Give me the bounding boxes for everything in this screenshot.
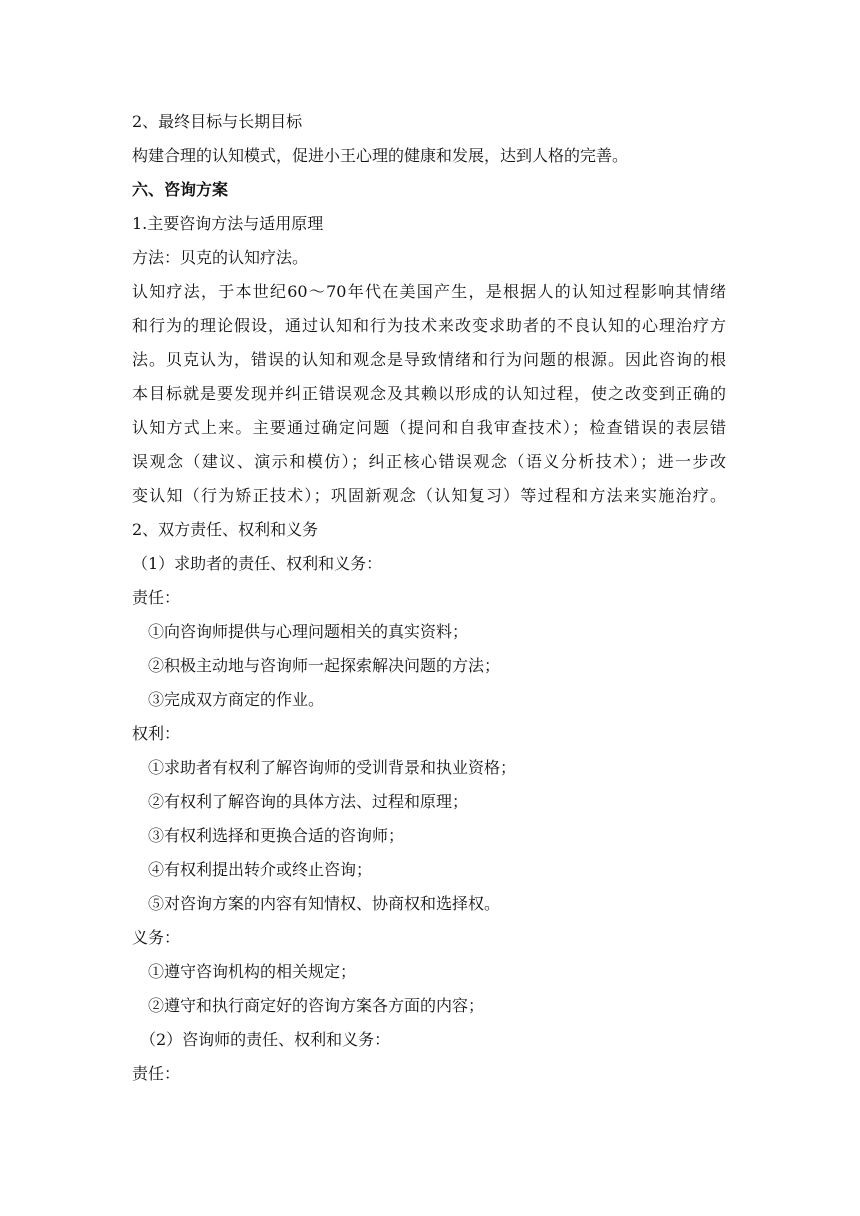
subheading-method: 1.主要咨询方法与适用原理 — [132, 214, 324, 233]
paragraph-line: 认知疗法，于本世纪60～70年代在美国产生，是根据人的认知过程影响其情绪 — [132, 282, 726, 301]
list-item: ③有权利选择和更换合适的咨询师； — [148, 826, 405, 845]
list-item: ①向咨询师提供与心理问题相关的真实资料； — [148, 622, 469, 641]
list-item: ②有权利了解咨询的具体方法、过程和原理； — [148, 792, 469, 811]
label-duties: 义务： — [132, 928, 181, 947]
subheading-counselor: （2）咨询师的责任、权利和义务： — [140, 1030, 391, 1049]
list-item: ②遵守和执行商定好的咨询方案各方面的内容； — [148, 996, 485, 1015]
label-responsibility: 责任： — [132, 588, 181, 607]
subheading-final-goal: 2、最终目标与长期目标 — [132, 112, 303, 131]
paragraph-final-goal: 构建合理的认知模式，促进小王心理的健康和发展，达到人格的完善。 — [132, 146, 629, 165]
list-item: ⑤对咨询方案的内容有知情权、协商权和选择权。 — [148, 894, 501, 913]
paragraph-line: 误观念（建议、演示和模仿）；纠正核心错误观念（语义分析技术）；进一步改 — [132, 452, 726, 471]
label-rights: 权利： — [132, 724, 181, 743]
paragraph-line: 本目标就是要发现并纠正错误观念及其赖以形成的认知过程，使之改变到正确的 — [132, 384, 726, 403]
paragraph-line: 变认知（行为矫正技术）；巩固新观念（认知复习）等过程和方法来实施治疗。 — [132, 486, 726, 505]
paragraph-line: 认知方式上来。主要通过确定问题（提问和自我审查技术）；检查错误的表层错 — [132, 418, 726, 437]
list-item: ②积极主动地与咨询师一起探索解决问题的方法； — [148, 656, 501, 675]
paragraph-line: 和行为的理论假设，通过认知和行为技术来改变求助者的不良认知的心理治疗方 — [132, 316, 726, 335]
label-responsibility: 责任： — [132, 1064, 181, 1083]
paragraph-method: 方法：贝克的认知疗法。 — [132, 248, 309, 267]
list-item: ①求助者有权利了解咨询师的受训背景和执业资格； — [148, 758, 517, 777]
list-item: ④有权利提出转介或终止咨询； — [148, 860, 373, 879]
list-item: ③完成双方商定的作业。 — [148, 690, 325, 709]
section-heading-plan: 六、咨询方案 — [132, 180, 229, 199]
subheading-client: （1）求助者的责任、权利和义务： — [132, 554, 383, 573]
paragraph-line: 法。贝克认为，错误的认知和观念是导致情绪和行为问题的根源。因此咨询的根 — [132, 350, 726, 369]
subheading-responsibilities: 2、双方责任、权利和义务 — [132, 520, 319, 539]
list-item: ①遵守咨询机构的相关规定； — [148, 962, 357, 981]
